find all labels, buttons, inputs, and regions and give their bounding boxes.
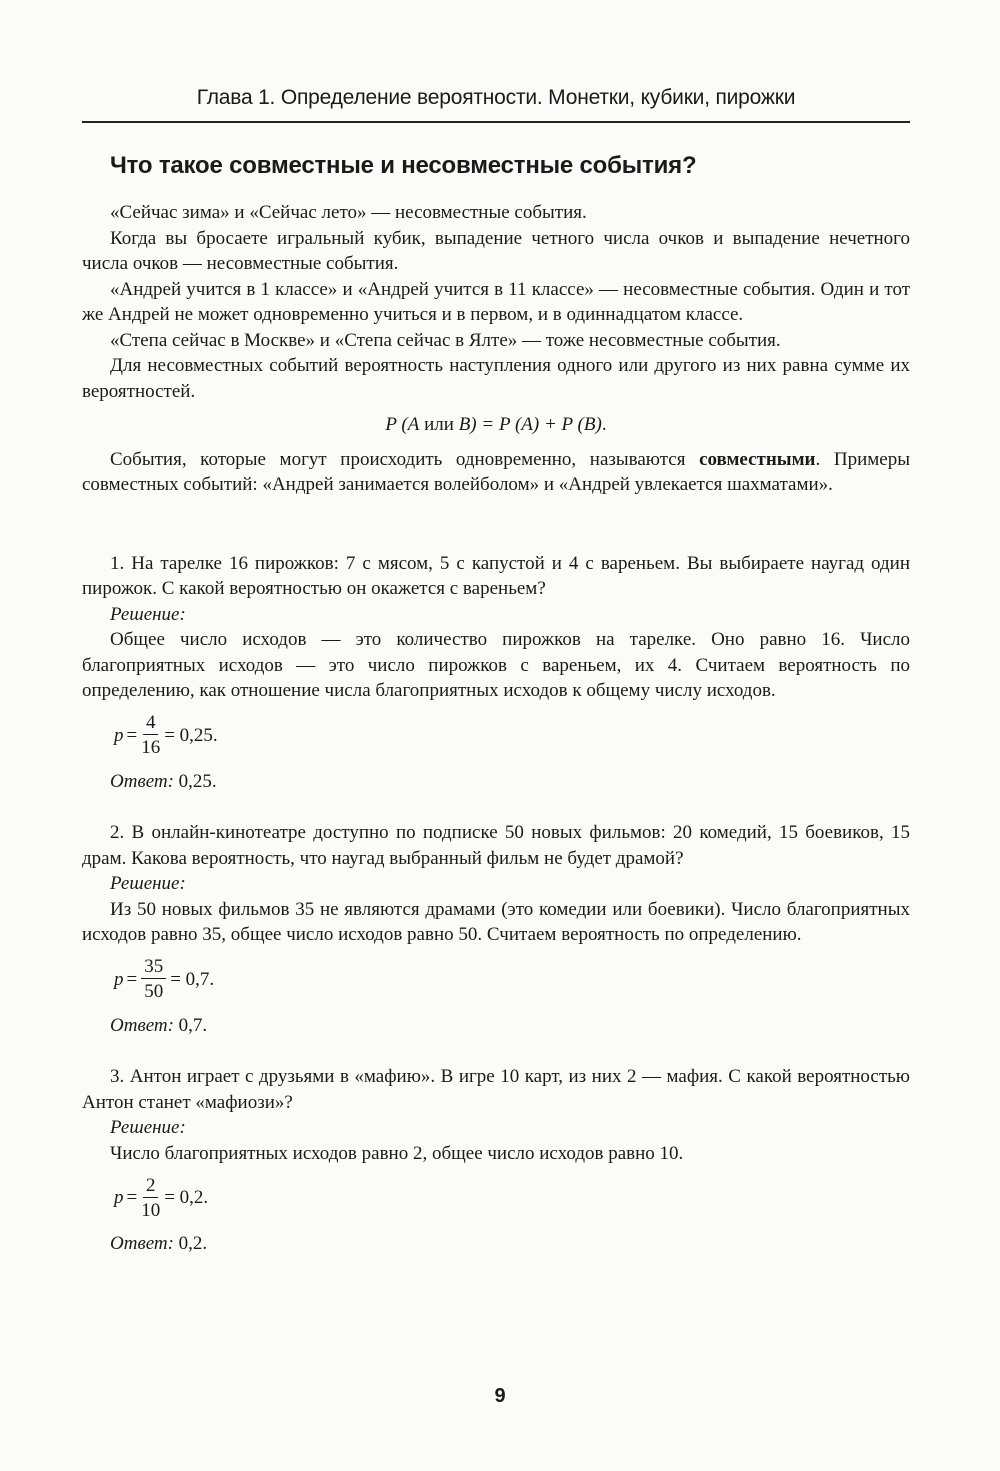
problem-3 <box>82 1064 910 1257</box>
formula-b: B) <box>458 414 477 435</box>
fraction-denominator: 10 <box>141 1199 161 1221</box>
equals-sign: = <box>126 968 138 990</box>
fraction-numerator: 4 <box>143 711 159 735</box>
fraction-numerator: 2 <box>143 1174 159 1198</box>
section-title: Что такое совместные и несовместные события? <box>110 152 697 179</box>
probability-formula <box>82 1168 910 1228</box>
answer-value: 0,7. <box>178 1014 208 1036</box>
answer-line <box>82 769 910 795</box>
formula-end: . <box>601 414 607 435</box>
p6-before: События, которые могут происходить одновременно, называются <box>110 448 700 470</box>
solution-label: Решение: <box>110 1117 186 1138</box>
p6-after: . Примеры совместных событий: «Андрей занимается волейболом» и «Андрей увлекается шахматами». <box>82 448 910 495</box>
answer-value: 0,2. <box>178 1233 208 1254</box>
fraction-denominator: 50 <box>144 981 164 1002</box>
fraction <box>141 711 160 760</box>
answer-label: Ответ: <box>110 1233 174 1254</box>
problem-text: 3. Антон играет с друзьями в «мафию». В игре 10 карт, из них 2 — мафия. С какой вероятностью Антон станет «мафиози»? <box>82 1066 910 1113</box>
formula-or: или <box>419 414 459 435</box>
answer-label: Ответ: <box>110 770 174 792</box>
problem-1 <box>82 551 910 795</box>
solution-text: Из 50 новых фильмов 35 не являются драмами (это комедии или боевики). Число благоприятных исходов равно 35, общее число исходов равно 50. Считаем вероятность по определению. <box>82 898 910 945</box>
fraction-denominator: 16 <box>141 737 161 758</box>
fraction-result: = 0,2. <box>164 1187 209 1209</box>
equals-sign: = <box>126 724 138 746</box>
header-rule <box>82 121 910 123</box>
intro-paragraph-6 <box>82 447 910 498</box>
probability-formula <box>82 950 910 1010</box>
solution-text: Число благоприятных исходов равно 2, общее число исходов равно 10. <box>110 1142 684 1164</box>
fraction <box>141 1174 160 1223</box>
fraction-numerator: 35 <box>141 955 166 979</box>
intro-paragraph-5: Для несовместных событий вероятность наступления одного или другого из них равна сумме их вероятностей. <box>82 355 910 402</box>
formula-lhs: P (A <box>385 414 420 435</box>
answer-line <box>82 1013 910 1039</box>
probability-variable: p <box>114 1187 124 1209</box>
probability-formula <box>82 706 910 766</box>
answer-value: 0,25. <box>178 770 217 792</box>
running-head: Глава 1. Определение вероятности. Монетки, кубики, пирожки <box>196 86 796 109</box>
solution-label: Решение: <box>110 873 186 894</box>
equals-sign: = <box>126 1187 138 1209</box>
addition-rule-formula <box>82 412 910 438</box>
problem-text: 2. В онлайн-кинотеатре доступно по подписке 50 новых фильмов: 20 комедий, 15 боевиков, 15 драм. Какова вероятность, что наугад выбранный фильм не будет драмой? <box>82 822 910 869</box>
fraction <box>141 955 166 1004</box>
intro-paragraph-3: «Андрей учится в 1 классе» и «Андрей учится в 11 классе» — несовместные события. Один и тот же Андрей не может одновременно учиться и в первом, и в одиннадцатом классе. <box>82 278 910 325</box>
term-compatible: совместными <box>699 448 816 470</box>
intro-paragraph-4: «Степа сейчас в Москве» и «Степа сейчас в Ялте» — тоже несовместные события. <box>110 329 781 351</box>
answer-line <box>82 1231 910 1257</box>
page-body <box>82 200 910 1257</box>
page-number: 9 <box>494 1385 506 1407</box>
fraction-result: = 0,7. <box>170 968 215 990</box>
solution-text: Общее число исходов — это количество пирожков на тарелке. Оно равно 16. Число благоприятных исходов — это число пирожков с вареньем, их 4. Считаем вероятность по определению, как отношение числа благоприятных исходов к общему числу исходов. <box>82 629 910 701</box>
probability-variable: p <box>114 724 124 746</box>
problem-text: 1. На тарелке 16 пирожков: 7 с мясом, 5 с капустой и 4 с вареньем. Вы выбираете наугад один пирожок. С какой вероятностью он окажется с вареньем? <box>82 552 910 599</box>
probability-variable: p <box>114 968 124 990</box>
fraction-result: = 0,25. <box>164 724 218 746</box>
intro-paragraph-2: Когда вы бросаете игральный кубик, выпадение четного числа очков и выпадение нечетного числа очков — несовместные события. <box>82 227 910 274</box>
formula-rhs: = P (A) + P (B) <box>476 414 602 435</box>
problem-2 <box>82 820 910 1038</box>
solution-label: Решение: <box>110 603 186 625</box>
intro-paragraph-1: «Сейчас зима» и «Сейчас лето» — несовместные события. <box>110 202 587 223</box>
answer-label: Ответ: <box>110 1014 174 1036</box>
